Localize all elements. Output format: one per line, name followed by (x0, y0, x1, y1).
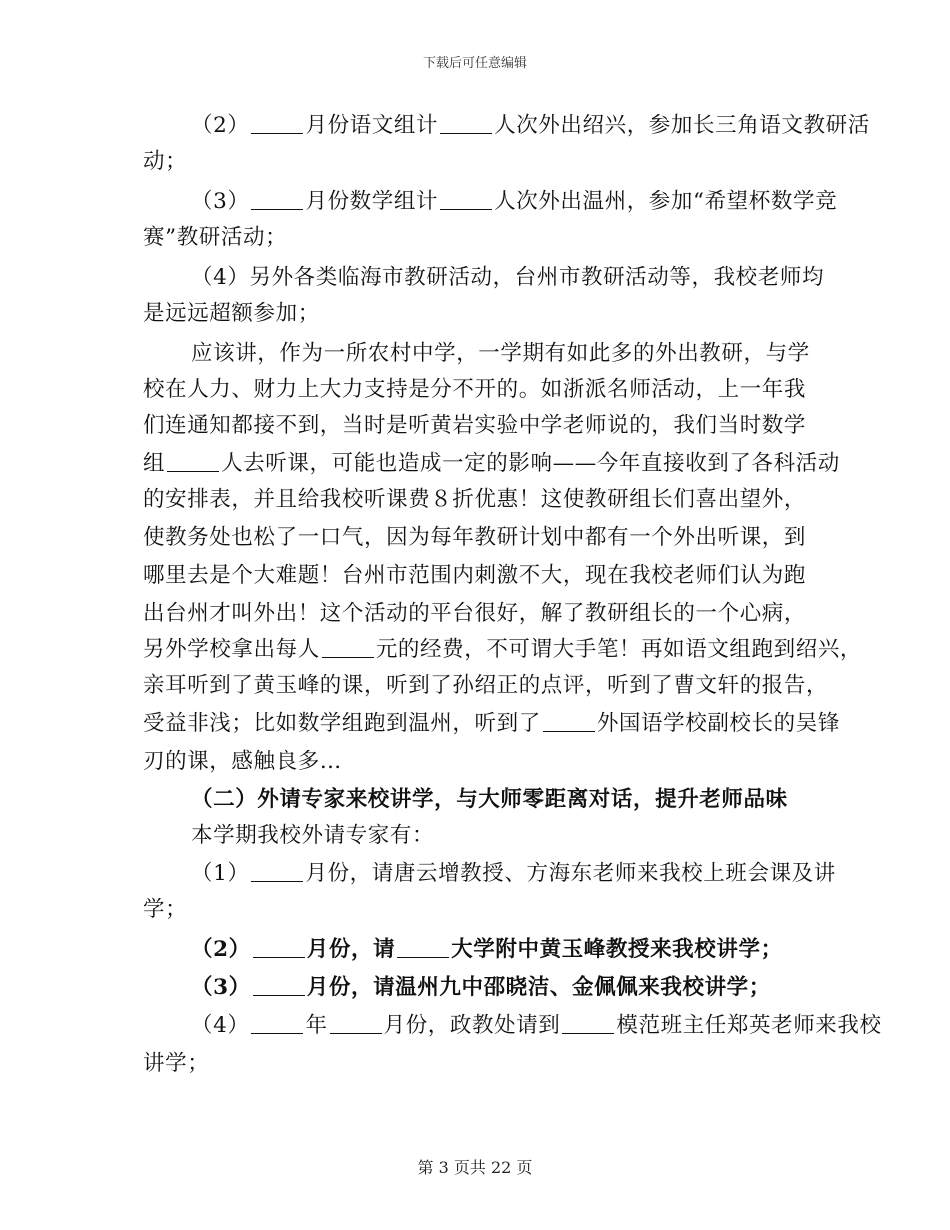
text-line: 是远远超额参加； (143, 301, 320, 326)
text-segment: 月份，请温州九中邵晓洁、金佩佩来我校讲学； (306, 975, 771, 1000)
text-segment: 元的经费，不可谓大手笔！再如语文组跑到绍兴， (375, 637, 863, 662)
text-line: 本学期我校外请专家有： (191, 823, 435, 848)
text-line (191, 932, 783, 968)
text-segment: （3） (191, 975, 251, 1000)
fill-in-blank (322, 637, 374, 658)
fill-in-blank (251, 113, 303, 134)
text-line: 们连通知都接不到，当时是听黄岩实验中学老师说的，我们当时数学 (143, 413, 807, 438)
text-segment: 月份，请 (306, 937, 396, 962)
text-line: 的安排表，并且给我校听课费８折优惠！这使教研组长们喜出望外， (143, 487, 807, 512)
text-segment: （1） (191, 861, 250, 886)
fill-in-blank (251, 1013, 303, 1034)
text-segment: 人次外出绍兴，参加长三角语文教研活 (494, 113, 870, 138)
text-line: 刃的课，感触良多… (143, 749, 342, 774)
text-segment: 外国语学校副校长的吴锋 (596, 711, 840, 736)
text-line: 应该讲，作为一所农村中学，一学期有如此多的外出教研，与学 (191, 341, 810, 366)
text-line (191, 108, 870, 144)
text-segment: （3） (191, 189, 250, 214)
text-segment: 组 (143, 451, 166, 476)
fill-in-blank (251, 189, 303, 210)
text-segment: （4） (191, 1013, 250, 1038)
text-line (143, 632, 862, 668)
fill-in-blank (251, 861, 303, 882)
text-line (191, 184, 837, 220)
fill-in-blank (253, 975, 305, 996)
text-line (191, 856, 836, 892)
text-segment: 受益非浅；比如数学组跑到温州，听到了 (143, 711, 541, 736)
text-line (191, 1008, 882, 1044)
text-line: （4）另外各类临海市教研活动，台州市教研活动等，我校老师均 (191, 265, 825, 290)
text-segment: （2） (191, 113, 250, 138)
text-segment: 年 (305, 1013, 328, 1038)
text-segment: 模范班主任郑英老师来我校 (616, 1013, 882, 1038)
text-line (143, 706, 840, 742)
text-segment: 人去听课，可能也造成一定的影响——今年直接收到了各科活动 (221, 451, 840, 476)
text-segment: 月份，请唐云增教授、方海东老师来我校上班会课及讲 (305, 861, 836, 886)
text-line: 校在人力、财力上大力支持是分不开的。如浙派名师活动，上一年我 (143, 377, 807, 402)
text-line: 使教务处也松了一口气，因为每年教研计划中都有一个外出听课，到 (143, 525, 807, 550)
fill-in-blank (397, 937, 449, 958)
text-line: 出台州才叫外出！这个活动的平台很好，解了教研组长的一个心病， (143, 601, 807, 626)
fill-in-blank (562, 1013, 614, 1034)
fill-in-blank (440, 189, 492, 210)
text-line: 学； (143, 897, 188, 922)
text-line: 赛”教研活动； (143, 225, 288, 250)
page-footer: 第 3 页共 22 页 (417, 1158, 533, 1177)
section-heading: （二）外请专家来校讲学，与大师零距离对话，提升老师品味 (191, 787, 788, 812)
text-line: 亲耳听到了黄玉峰的课，听到了孙绍正的点评，听到了曹文轩的报告， (143, 673, 829, 698)
fill-in-blank (253, 937, 305, 958)
fill-in-blank (167, 451, 219, 472)
text-segment: 月份语文组计 (305, 113, 439, 138)
text-line: 动； (143, 149, 188, 174)
fill-in-blank (440, 113, 492, 134)
fill-in-blank (330, 1013, 382, 1034)
text-segment: 月份，政教处请到 (383, 1013, 561, 1038)
fill-in-blank (543, 711, 595, 732)
text-line (191, 970, 771, 1006)
text-line: 讲学； (143, 1051, 210, 1076)
text-segment: 另外学校拿出每人 (143, 637, 320, 662)
text-segment: （2） (191, 937, 251, 962)
text-line: 哪里去是个大难题！台州市范围内刺激不大，现在我校老师们认为跑 (143, 563, 807, 588)
text-segment: 人次外出温州，参加“希望杯数学竞 (494, 189, 838, 214)
text-line (143, 446, 840, 482)
text-segment: 月份数学组计 (305, 189, 439, 214)
text-segment: 大学附中黄玉峰教授来我校讲学； (451, 937, 783, 962)
page-header: 下载后可任意编辑 (422, 56, 527, 71)
